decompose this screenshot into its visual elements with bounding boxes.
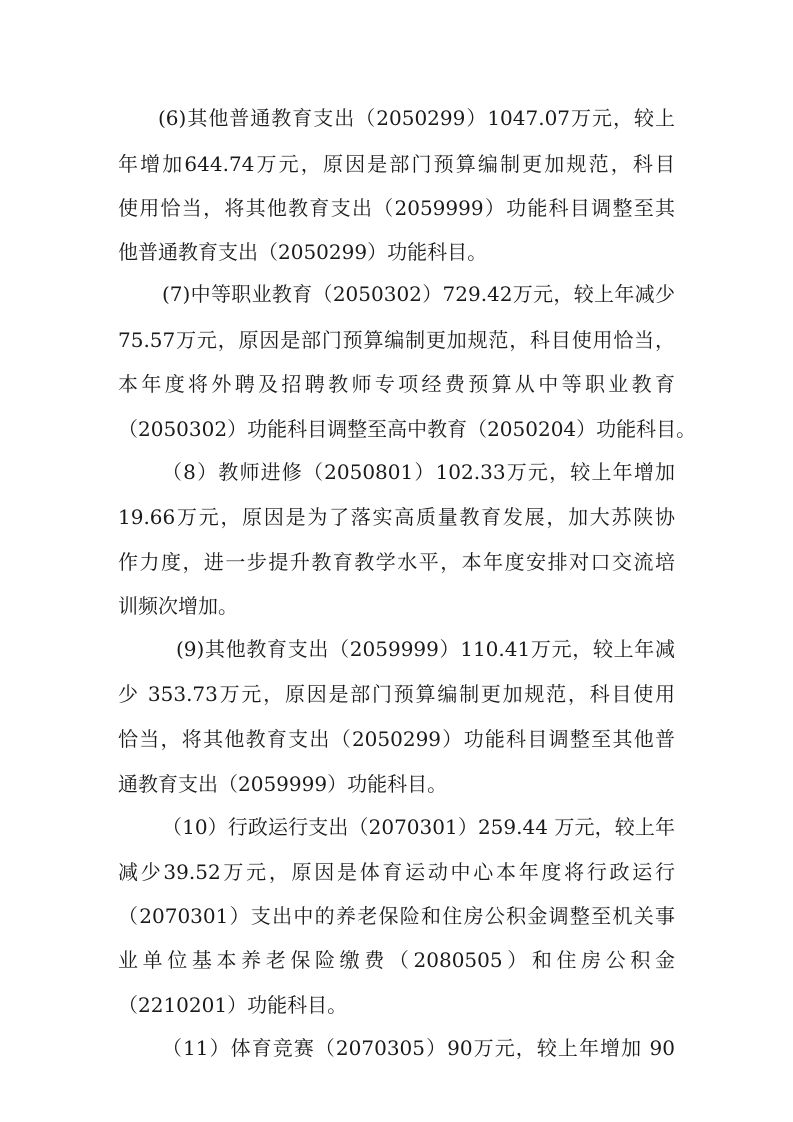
paragraph-10-line-2: 减少39.52万元，原因是体育运动中心本年度将行政运行: [118, 860, 675, 884]
paragraph-9-line-3: 恰当，将其他教育支出（2050299）功能科目调整至其他普: [118, 727, 675, 751]
paragraph-7-line-1: (7)中等职业教育（2050302）729.42万元，较上年减少: [162, 282, 675, 306]
paragraph-6-line-4: 他普通教育支出（2050299）功能科目。: [118, 240, 488, 264]
paragraph-7-line-3: 本年度将外聘及招聘教师专项经费预算从中等职业教育: [118, 372, 675, 396]
paragraph-9-line-1: (9)其他教育支出（2059999）110.41万元，较上年减: [176, 637, 675, 661]
paragraph-6-line-3: 使用恰当，将其他教育支出（2059999）功能科目调整至其: [118, 196, 675, 220]
paragraph-7-line-2: 75.57万元，原因是部门预算编制更加规范，科目使用恰当，: [118, 328, 675, 352]
paragraph-9-line-4: 通教育支出（2059999）功能科目。: [118, 772, 448, 796]
paragraph-10-line-5: （2210201）功能科目。: [118, 993, 348, 1017]
paragraph-7-line-4: （2050302）功能科目调整至高中教育（2050204）功能科目。: [118, 417, 697, 441]
paragraph-10-line-3: （2070301）支出中的养老保险和住房公积金调整至机关事: [118, 904, 675, 928]
paragraph-6-line-1: (6)其他普通教育支出（2050299）1047.07万元，较上: [158, 106, 675, 130]
paragraph-8-line-4: 训频次增加。: [118, 594, 238, 618]
paragraph-8-line-3: 作力度，进一步提升教育教学水平，本年度安排对口交流培: [118, 550, 675, 574]
paragraph-8-line-1: （8）教师进修（2050801）102.33万元，较上年增加: [162, 460, 675, 484]
paragraph-9-line-2: 少 353.73万元，原因是部门预算编制更加规范，科目使用: [118, 682, 675, 706]
paragraph-10-line-1: （10）行政运行支出（2070301）259.44 万元，较上年: [162, 815, 675, 839]
paragraph-11-line-1: （11）体育竞赛（2070305）90万元，较上年增加 90: [162, 1036, 675, 1060]
paragraph-6-line-2: 年增加644.74万元，原因是部门预算编制更加规范，科目: [118, 152, 675, 176]
paragraph-10-line-4: 业单位基本养老保险缴费（2080505）和住房公积金: [118, 948, 675, 972]
paragraph-8-line-2: 19.66万元，原因是为了落实高质量教育发展，加大苏陕协: [118, 505, 675, 529]
